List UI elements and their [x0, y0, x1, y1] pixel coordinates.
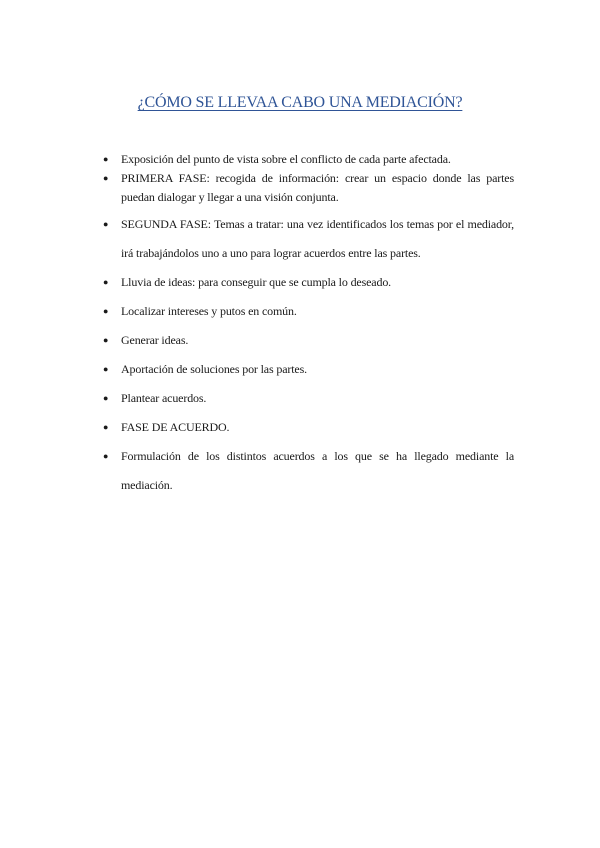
bullet-icon: ● [103, 364, 109, 374]
bullet-icon: ● [103, 422, 109, 432]
list-item-text: Exposición del punto de vista sobre el conflicto de cada parte afectada. [121, 152, 451, 166]
bullet-icon: ● [103, 451, 109, 461]
bullet-icon: ● [103, 219, 109, 229]
bullet-icon: ● [103, 393, 109, 403]
bullet-icon: ● [103, 173, 109, 183]
mediation-steps-list [0, 150, 600, 500]
list-item-text: PRIMERA FASE: recogida de información: crear un espacio donde las partes puedan dialogar y llegar a una visión conjunta. [121, 171, 514, 204]
list-item-text: Lluvia de ideas: para conseguir que se cumpla lo deseado. [121, 275, 392, 289]
bullet-icon: ● [103, 277, 109, 287]
list-item-text: Formulación de los distintos acuerdos a los que se ha llegado mediante la mediación. [121, 449, 514, 492]
list-item-text: FASE DE ACUERDO. [121, 420, 230, 434]
list-item [0, 326, 514, 355]
list-item [0, 413, 514, 442]
list-item-text: Plantear acuerdos. [121, 391, 207, 405]
list-item [0, 210, 514, 268]
document-title: ¿CÓMO SE LLEVAA CABO UNA MEDIACIÓN? [137, 94, 463, 111]
list-item [0, 150, 514, 169]
list-item [0, 268, 514, 297]
list-item-text: Aportación de soluciones por las partes. [121, 362, 307, 376]
list-item [0, 355, 514, 384]
list-item [0, 297, 514, 326]
bullet-icon: ● [103, 306, 109, 316]
list-item [0, 384, 514, 413]
list-item [0, 442, 514, 500]
bullet-icon: ● [103, 154, 109, 164]
list-item-text: Localizar intereses y putos en común. [121, 304, 297, 318]
list-item [0, 169, 514, 207]
bullet-icon: ● [103, 335, 109, 345]
list-item-text: Generar ideas. [121, 333, 189, 347]
list-item-text: SEGUNDA FASE: Temas a tratar: una vez identificados los temas por el mediador, irá trabajándolos uno a uno para lograr acuerdos entre las partes. [121, 217, 514, 260]
